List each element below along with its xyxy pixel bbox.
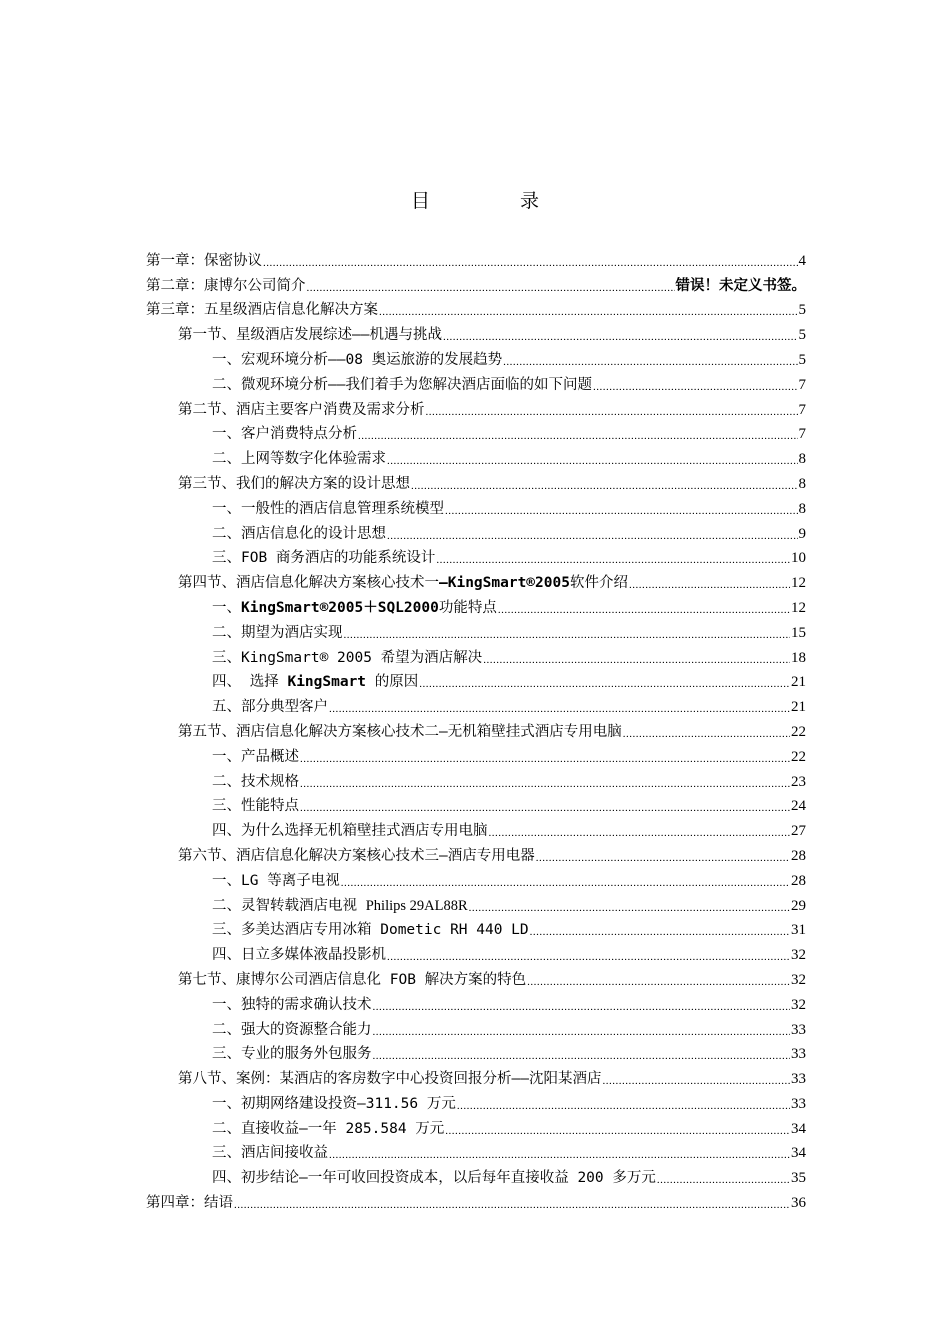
toc-entry-page: 29 [791,897,806,914]
toc-leader-dots [419,676,790,692]
toc-leader-dots [387,949,790,965]
toc-leader-dots [527,974,790,990]
toc-leader-dots [436,552,790,568]
toc-entry-label: 四、 选择 KingSmart 的原因 [212,674,419,691]
toc-entry-label: 第一章：保密协议 [146,252,262,269]
toc-entry[interactable] [146,494,806,519]
toc-entry[interactable] [146,370,806,395]
toc-entry-label: 第七节、康博尔公司酒店信息化 FOB 解决方案的特色 [178,971,527,988]
toc-entry[interactable] [146,544,806,569]
toc-entry[interactable] [146,916,806,941]
toc-leader-dots [358,428,798,444]
toc-entry[interactable] [146,767,806,792]
toc-entry[interactable] [146,717,806,742]
toc-leader-dots [503,354,797,370]
toc-entry[interactable] [146,271,806,296]
toc-entry[interactable] [146,1188,806,1213]
toc-leader-dots [623,726,790,742]
toc-entry-page: 12 [791,575,806,592]
toc-entry-page: 8 [798,500,806,517]
toc-entry[interactable] [146,816,806,841]
toc-entry[interactable] [146,568,806,593]
toc-entry-label: 四、初步结论—一年可收回投资成本，以后每年直接收益 200 多万元 [212,1170,656,1187]
toc-entry[interactable] [146,593,806,618]
toc-entry-page: 7 [798,426,806,443]
toc-entry[interactable] [146,395,806,420]
toc-entry-page: 32 [791,971,806,988]
toc-entry[interactable] [146,891,806,916]
toc-leader-dots [445,503,798,519]
toc-entry-page: 23 [791,773,806,790]
toc-entry-label: 第一节、星级酒店发展综述——机遇与挑战 [178,327,442,344]
toc-leader-dots [300,800,790,816]
toc-entry[interactable] [146,742,806,767]
toc-entry[interactable] [146,841,806,866]
toc-leader-dots [300,751,790,767]
toc-entry[interactable] [146,990,806,1015]
toc-entry-label: 一、独特的需求确认技术 [212,996,372,1013]
toc-entry-page: 32 [791,947,806,964]
toc-entry[interactable] [146,692,806,717]
toc-entry-label: 第六节、酒店信息化解决方案核心技术三—酒店专用电器 [178,847,535,864]
toc-leader-dots [426,404,798,420]
toc-entry-page: 22 [791,748,806,765]
toc-entry-page: 18 [791,649,806,666]
toc-entry-label: 一、宏观环境分析——08 奥运旅游的发展趋势 [212,351,503,368]
toc-entry-label: 二、酒店信息化的设计思想 [212,525,386,542]
toc-entry[interactable] [146,1089,806,1114]
toc-entry-page: 7 [798,376,806,393]
toc-leader-dots [602,1073,790,1089]
toc-entry[interactable] [146,618,806,643]
toc-title-char-1: 目 [410,190,430,212]
toc-entry[interactable] [146,866,806,891]
toc-entry[interactable] [146,1040,806,1065]
toc-entry-page: 21 [791,674,806,691]
toc-entry-page: 8 [798,475,806,492]
toc-entry-page: 21 [791,699,806,716]
toc-leader-dots [344,627,791,643]
toc-leader-dots [457,1098,790,1114]
toc-entry[interactable] [146,519,806,544]
toc-entry-page: 5 [798,302,806,319]
toc-entry-label: 二、技术规格 [212,773,299,790]
toc-entry-label: 三、性能特点 [212,798,299,815]
toc-leader-dots [657,1172,790,1188]
toc-entry-label: 第四节、酒店信息化解决方案核心技术一—KingSmart®2005软件介绍 [178,575,628,592]
toc-leader-dots [483,652,790,668]
toc-leader-dots [300,776,790,792]
toc-leader-dots [387,453,798,469]
toc-leader-dots [379,304,798,320]
toc-entry-page: 12 [791,599,806,616]
toc-entry-label: 第四章：结语 [146,1195,233,1212]
toc-leader-dots [329,1147,790,1163]
toc-entry-page: 5 [798,351,806,368]
toc-entry-label: 三、专业的服务外包服务 [212,1046,372,1063]
toc-entry-label: 一、一般性的酒店信息管理系统模型 [212,500,444,517]
toc-entry-label: 一、LG 等离子电视 [212,872,340,889]
toc-entry-label: 四、日立多媒体液晶投影机 [212,947,386,964]
toc-entry[interactable] [146,469,806,494]
toc-entry[interactable] [146,965,806,990]
toc-leader-dots [263,255,798,271]
toc-leader-dots [329,701,790,717]
toc-leader-dots [373,999,791,1015]
toc-leader-dots [373,1024,791,1040]
toc-entry-label: 三、多美达酒店专用冰箱 Dometic RH 440 LD [212,922,529,939]
toc-entry[interactable] [146,1139,806,1164]
toc-title-char-2: 录 [520,190,540,212]
toc-entry-page: 32 [791,996,806,1013]
toc-entry-page: 33 [791,1021,806,1038]
toc-leader-dots [530,924,790,940]
toc-entry-label: 三、FOB 商务酒店的功能系统设计 [212,550,436,567]
toc-entry-label: 一、KingSmart®2005＋SQL2000功能特点 [212,599,497,616]
toc-entry-label: 二、灵智转载酒店电视 Philips 29AL88R [212,897,468,914]
toc-title [0,186,950,213]
toc-entry[interactable] [146,246,806,271]
toc-leader-dots [489,825,791,841]
toc-entry-page: 9 [798,525,806,542]
toc-leader-dots [445,1123,790,1139]
toc-entry-page: 31 [791,922,806,939]
toc-entry-label: 二、期望为酒店实现 [212,624,343,641]
toc-leader-dots [498,602,790,618]
toc-entry-page: 27 [791,823,806,840]
toc-entry[interactable] [146,296,806,321]
toc-entry-page: 8 [798,451,806,468]
toc-entry-label: 三、KingSmart® 2005 希望为酒店解决 [212,649,483,666]
toc-entry-label: 第二节、酒店主要客户消费及需求分析 [178,401,425,418]
toc-entry[interactable] [146,345,806,370]
toc-entry[interactable] [146,643,806,668]
toc-entry-label: 二、强大的资源整合能力 [212,1021,372,1038]
toc-entry-page: 36 [791,1195,806,1212]
toc-entry-label: 第二章：康博尔公司简介 [146,277,306,294]
toc-entry-page: 24 [791,798,806,815]
toc-entry[interactable] [146,320,806,345]
toc-entry-page: 7 [798,401,806,418]
toc-entry-page: 33 [791,1046,806,1063]
toc-entry-page: 33 [791,1071,806,1088]
toc-entry-label: 一、产品概述 [212,748,299,765]
toc-entry[interactable] [146,1114,806,1139]
toc-entry-page: 33 [791,1095,806,1112]
toc-leader-dots [234,1197,790,1213]
toc-entry[interactable] [146,1015,806,1040]
toc-leader-dots [536,850,790,866]
toc-entry[interactable] [146,940,806,965]
toc-entry[interactable] [146,444,806,469]
toc-entry-page: 34 [791,1145,806,1162]
toc-entry-label: 二、直接收益—一年 285.584 万元 [212,1120,445,1137]
toc-leader-dots [593,379,798,395]
toc-leader-dots [387,528,798,544]
toc-leader-dots [411,478,798,494]
toc-entry-label: 五、部分典型客户 [212,699,328,716]
toc-entry-page: 35 [791,1170,806,1187]
toc-leader-dots [307,280,675,296]
toc-entry[interactable] [146,1163,806,1188]
toc-entry-label: 第三章：五星级酒店信息化解决方案 [146,302,378,319]
toc-entry[interactable] [146,420,806,445]
toc-entry-label: 三、酒店间接收益 [212,1145,328,1162]
toc-entry-label: 第五节、酒店信息化解决方案核心技术二—无机箱壁挂式酒店专用电脑 [178,723,622,740]
toc-entry-page: 4 [798,252,806,269]
toc-entry[interactable] [146,1064,806,1089]
toc-entry-page: 28 [791,872,806,889]
toc-entry-page: 5 [798,327,806,344]
toc-entry-label: 四、为什么选择无机箱壁挂式酒店专用电脑 [212,823,488,840]
toc-entry-label: 二、上网等数字化体验需求 [212,451,386,468]
toc-entry-label: 一、初期网络建设投资—311.56 万元 [212,1095,456,1112]
toc-entry-page: 错误！未定义书签。 [675,277,806,294]
toc-leader-dots [469,900,790,916]
toc-entry-page: 34 [791,1120,806,1137]
toc-entry-page: 15 [791,624,806,641]
toc-leader-dots [443,329,798,345]
toc-entry-page: 28 [791,847,806,864]
toc-entry-page: 10 [791,550,806,567]
toc-entry-label: 一、客户消费特点分析 [212,426,357,443]
toc-entry-page: 22 [791,723,806,740]
toc-leader-dots [341,875,790,891]
toc-entry[interactable] [146,668,806,693]
toc-entry[interactable] [146,792,806,817]
toc-entry-label: 第三节、我们的解决方案的设计思想 [178,475,410,492]
toc-entry-label: 第八节、案例：某酒店的客房数字中心投资回报分析——沈阳某酒店 [178,1071,602,1088]
toc-leader-dots [629,577,790,593]
table-of-contents [146,246,806,1213]
toc-leader-dots [373,1048,791,1064]
toc-entry-label: 二、微观环境分析——我们着手为您解决酒店面临的如下问题 [212,376,592,393]
